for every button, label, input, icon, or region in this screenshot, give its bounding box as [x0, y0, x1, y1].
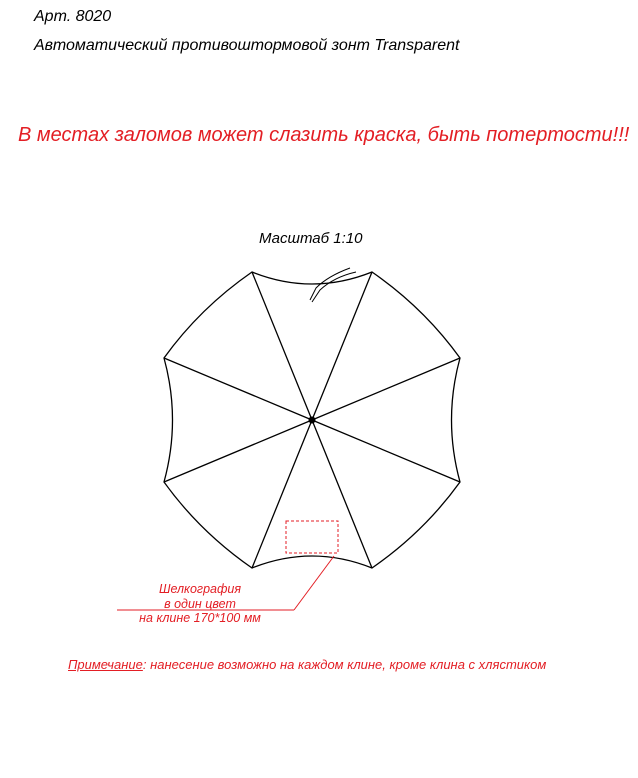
print-label-line3: на клине 170*100 мм: [139, 611, 261, 625]
note-label: Примечание: [68, 657, 143, 672]
print-area-rect: [286, 521, 338, 553]
canopy-center-tip: [309, 417, 316, 424]
article-number: Арт. 8020: [34, 8, 112, 25]
note-text: : нанесение возможно на каждом клине, кроме клина с хлястиком: [142, 657, 547, 672]
warning-text: В местах заломов может слазить краска, быть потертости!!!: [18, 124, 630, 146]
scale-label: Масштаб 1:10: [259, 230, 363, 247]
strap: [310, 268, 356, 302]
print-label-line2: в один цвет: [164, 597, 236, 611]
note: [68, 657, 546, 672]
product-title: Автоматический противоштормовой зонт Transparent: [34, 37, 460, 54]
print-label-line1: Шелкография: [158, 582, 242, 596]
